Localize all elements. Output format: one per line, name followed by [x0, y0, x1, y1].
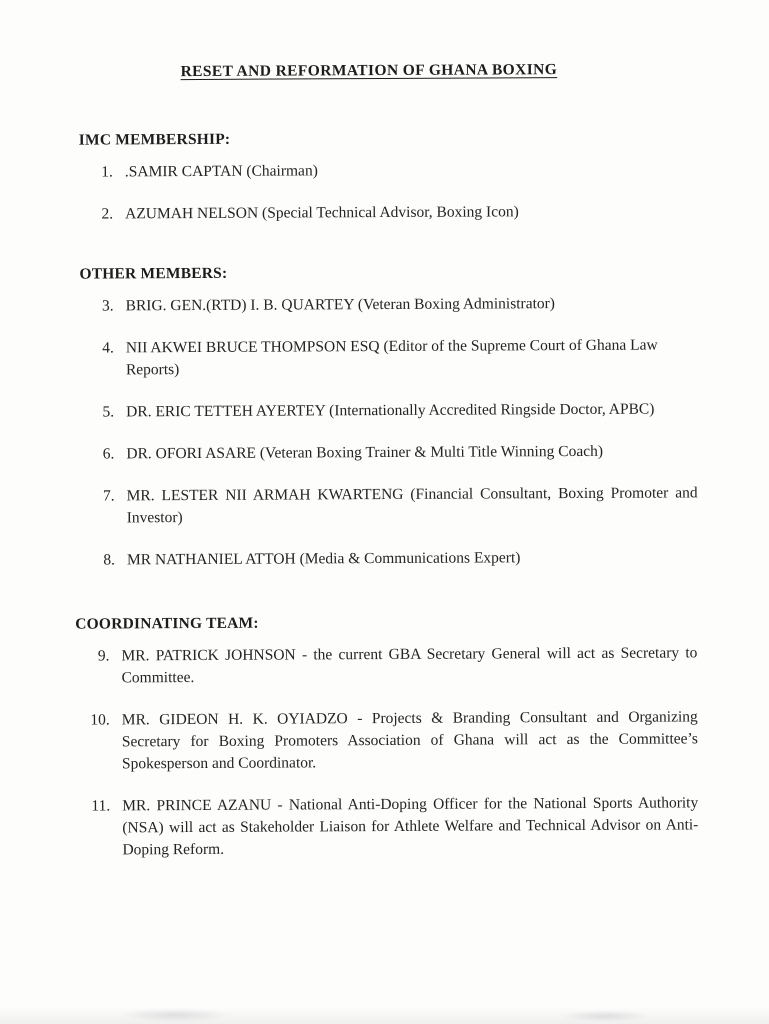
- list-item: [80, 398, 697, 423]
- section-other-members: [79, 262, 698, 571]
- coordinating-team-list: [75, 642, 699, 861]
- list-item-number: 8.: [103, 551, 115, 569]
- list-item-number: 6.: [102, 445, 115, 463]
- scan-edge-shadow: [0, 1006, 769, 1024]
- list-item: [80, 334, 697, 381]
- list-item: [80, 440, 697, 465]
- section-imc-membership: [79, 128, 696, 225]
- list-item: [81, 482, 698, 529]
- list-item: [75, 642, 698, 689]
- list-item-text: MR NATHANIEL ATTOH (Media & Communications Expert): [126, 549, 521, 569]
- scan-smudge: [120, 1008, 230, 1022]
- list-item: [79, 200, 696, 225]
- list-item-number: 7.: [102, 487, 115, 505]
- list-item-text: MR. PATRICK JOHNSON - the current GBA Secretary General will act as Secretary to Committee.: [121, 644, 698, 687]
- list-item-text: MR. GIDEON H. K. OYIADZO - Projects & Branding Consultant and Organizing Secretary for Boxing Promoters Association of Ghana will act as the Committee’s Spokesperson and Coordinator.: [121, 708, 698, 773]
- section-coordinating-team: [75, 612, 699, 861]
- list-item-text: MR. PRINCE AZANU - National Anti-Doping Officer for the National Sports Authority (NSA) will act as Stakeholder Liaison for Athlete Welfare and Technical Advisor on Anti-Doping Reform.: [122, 794, 699, 859]
- list-item-number: 2.: [101, 205, 114, 223]
- section-heading-imc-membership: IMC MEMBERSHIP:: [78, 130, 231, 149]
- list-item-text: DR. OFORI ASARE (Veteran Boxing Trainer & Multi Title Winning Coach): [126, 442, 604, 463]
- list-item-number: 4.: [102, 339, 114, 357]
- list-item-text: .SAMIR CAPTAN (Chairman): [124, 162, 318, 181]
- document-title: RESET AND REFORMATION OF GHANA BOXING: [180, 61, 558, 81]
- scan-smudge: [560, 1010, 650, 1022]
- list-item-number: 10.: [90, 711, 110, 729]
- list-item: [80, 292, 697, 317]
- list-item-number: 3.: [101, 297, 114, 315]
- list-item-number: 5.: [102, 403, 115, 421]
- list-item-number: 1.: [101, 163, 113, 181]
- list-item-text: AZUMAH NELSON (Special Technical Advisor, Boxing Icon): [125, 203, 519, 223]
- list-item-text: DR. ERIC TETTEH AYERTEY (Internationally Accredited Ringside Doctor, APBC): [126, 400, 655, 421]
- list-item: [76, 706, 699, 775]
- imc-membership-list: [79, 158, 696, 225]
- list-item-number: 9.: [97, 647, 110, 665]
- list-item-text: MR. LESTER NII ARMAH KWARTENG (Financial Consultant, Boxing Promoter and Investor): [126, 484, 698, 527]
- list-item: [76, 792, 699, 861]
- section-heading-other-members: OTHER MEMBERS:: [79, 264, 228, 283]
- list-item-text: BRIG. GEN.(RTD) I. B. QUARTEY (Veteran Boxing Administrator): [125, 295, 555, 315]
- list-item: [81, 546, 698, 571]
- list-item-text: NII AKWEI BRUCE THOMPSON ESQ (Editor of the Supreme Court of Ghana Law Reports): [125, 336, 658, 379]
- other-members-list: [80, 292, 698, 571]
- section-heading-coordinating-team: COORDINATING TEAM:: [75, 614, 259, 633]
- list-item: [79, 158, 696, 183]
- list-item-number: 11.: [91, 797, 111, 815]
